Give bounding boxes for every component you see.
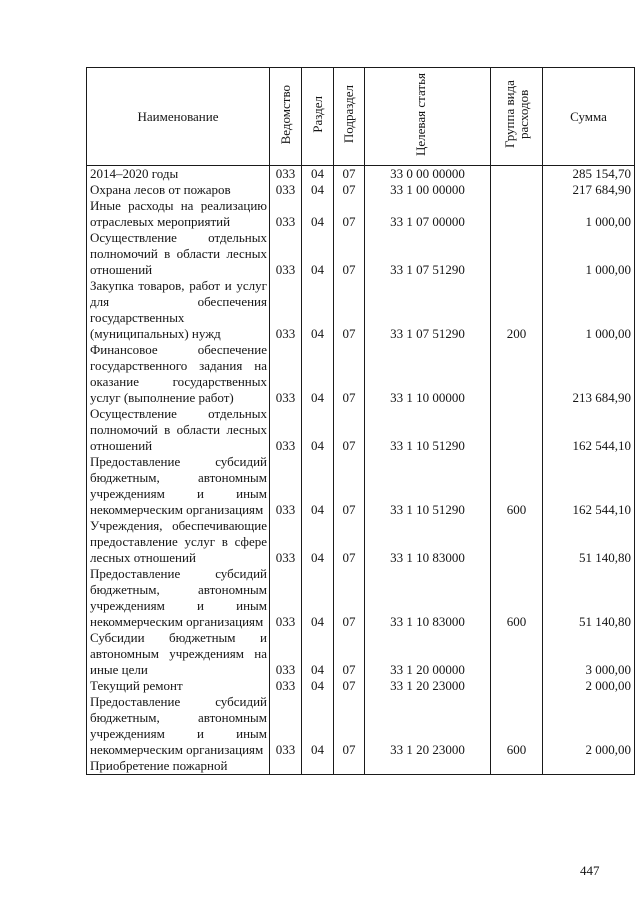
row-department: 033 (270, 454, 302, 518)
row-expense-group (491, 182, 543, 198)
row-target-article: 33 1 10 51290 (365, 454, 491, 518)
row-expense-group (491, 198, 543, 230)
row-expense-group (491, 342, 543, 406)
page-number: 447 (580, 863, 600, 878)
table-row (87, 518, 635, 566)
row-expense-group (491, 758, 543, 775)
row-name: Приобретение пожарной (87, 758, 270, 775)
table-body (87, 166, 635, 775)
row-subsection: 07 (334, 342, 365, 406)
table-row (87, 198, 635, 230)
row-department: 033 (270, 342, 302, 406)
row-name: Финансовое обеспечение государственного задания на оказание государственных услуг (выполнение работ) (87, 342, 270, 406)
row-amount: 3 000,00 (543, 630, 635, 678)
budget-table (86, 67, 635, 775)
row-subsection: 07 (334, 630, 365, 678)
row-amount: 2 000,00 (543, 694, 635, 758)
table-row (87, 678, 635, 694)
row-section: 04 (302, 694, 334, 758)
row-section: 04 (302, 278, 334, 342)
row-target-article: 33 0 00 00000 (365, 166, 491, 183)
row-name: Учреждения, обеспечивающие предоставление услуг в сфере лесных отношений (87, 518, 270, 566)
row-target-article: 33 1 20 23000 (365, 678, 491, 694)
row-section (302, 758, 334, 775)
row-department: 033 (270, 406, 302, 454)
table-row (87, 694, 635, 758)
row-section: 04 (302, 454, 334, 518)
row-amount: 162 544,10 (543, 454, 635, 518)
row-name: Предоставление субсидий бюджетным, автономным учреждениям и иным некоммерческим организациям (87, 454, 270, 518)
row-target-article: 33 1 10 51290 (365, 406, 491, 454)
row-subsection: 07 (334, 518, 365, 566)
row-name: Субсидии бюджетным и автономным учреждениям на иные цели (87, 630, 270, 678)
row-subsection: 07 (334, 694, 365, 758)
row-department: 033 (270, 694, 302, 758)
row-department: 033 (270, 278, 302, 342)
row-subsection: 07 (334, 406, 365, 454)
row-department: 033 (270, 182, 302, 198)
row-name: Закупка товаров, работ и услуг для обеспечения государственных (муниципальных) нужд (87, 278, 270, 342)
row-expense-group (491, 230, 543, 278)
row-expense-group (491, 518, 543, 566)
header-target-article: Целевая статья (365, 68, 491, 166)
row-subsection: 07 (334, 454, 365, 518)
row-target-article: 33 1 20 23000 (365, 694, 491, 758)
row-expense-group (491, 166, 543, 183)
row-target-article: 33 1 07 51290 (365, 278, 491, 342)
table-row (87, 454, 635, 518)
row-name: Охрана лесов от пожаров (87, 182, 270, 198)
row-subsection (334, 758, 365, 775)
row-amount: 285 154,70 (543, 166, 635, 183)
row-subsection: 07 (334, 198, 365, 230)
table-row (87, 166, 635, 183)
row-department: 033 (270, 630, 302, 678)
table-row (87, 182, 635, 198)
row-amount: 1 000,00 (543, 198, 635, 230)
row-amount: 51 140,80 (543, 566, 635, 630)
row-amount: 162 544,10 (543, 406, 635, 454)
row-amount: 217 684,90 (543, 182, 635, 198)
row-name: Осуществление отдельных полномочий в области лесных отношений (87, 406, 270, 454)
row-name: Текущий ремонт (87, 678, 270, 694)
row-section: 04 (302, 182, 334, 198)
table-row (87, 758, 635, 775)
row-department: 033 (270, 566, 302, 630)
header-department: Ведомство (270, 68, 302, 166)
row-department: 033 (270, 198, 302, 230)
header-amount: Сумма (543, 68, 635, 166)
row-department: 033 (270, 518, 302, 566)
table-row (87, 278, 635, 342)
table-header-row (87, 68, 635, 166)
row-subsection: 07 (334, 678, 365, 694)
row-target-article: 33 1 00 00000 (365, 182, 491, 198)
table-row (87, 342, 635, 406)
row-target-article: 33 1 10 00000 (365, 342, 491, 406)
table-row (87, 230, 635, 278)
row-target-article (365, 758, 491, 775)
row-section: 04 (302, 230, 334, 278)
row-amount: 2 000,00 (543, 678, 635, 694)
row-expense-group: 600 (491, 694, 543, 758)
row-department (270, 758, 302, 775)
row-subsection: 07 (334, 182, 365, 198)
row-department: 033 (270, 678, 302, 694)
row-target-article: 33 1 07 00000 (365, 198, 491, 230)
row-target-article: 33 1 10 83000 (365, 566, 491, 630)
row-name: Осуществление отдельных полномочий в области лесных отношений (87, 230, 270, 278)
row-target-article: 33 1 20 00000 (365, 630, 491, 678)
row-section: 04 (302, 678, 334, 694)
row-expense-group (491, 678, 543, 694)
row-expense-group: 600 (491, 454, 543, 518)
row-amount: 1 000,00 (543, 230, 635, 278)
row-section: 04 (302, 198, 334, 230)
table-row (87, 630, 635, 678)
row-expense-group (491, 630, 543, 678)
row-subsection: 07 (334, 278, 365, 342)
row-department: 033 (270, 166, 302, 183)
row-expense-group: 600 (491, 566, 543, 630)
row-amount: 213 684,90 (543, 342, 635, 406)
row-section: 04 (302, 566, 334, 630)
row-name: 2014–2020 годы (87, 166, 270, 183)
row-target-article: 33 1 10 83000 (365, 518, 491, 566)
table-row (87, 406, 635, 454)
header-name: Наименование (87, 68, 270, 166)
row-section: 04 (302, 406, 334, 454)
row-subsection: 07 (334, 230, 365, 278)
row-subsection: 07 (334, 566, 365, 630)
row-expense-group: 200 (491, 278, 543, 342)
row-target-article: 33 1 07 51290 (365, 230, 491, 278)
row-department: 033 (270, 230, 302, 278)
row-amount: 1 000,00 (543, 278, 635, 342)
row-section: 04 (302, 630, 334, 678)
table-row (87, 566, 635, 630)
row-section: 04 (302, 166, 334, 183)
row-section: 04 (302, 518, 334, 566)
row-subsection: 07 (334, 166, 365, 183)
row-name: Иные расходы на реализацию отраслевых мероприятий (87, 198, 270, 230)
row-name: Предоставление субсидий бюджетным, автономным учреждениям и иным некоммерческим организациям (87, 694, 270, 758)
row-expense-group (491, 406, 543, 454)
header-expense-group: Группа вида расходов (491, 68, 543, 166)
header-subsection: Подраздел (334, 68, 365, 166)
row-amount (543, 758, 635, 775)
header-section: Раздел (302, 68, 334, 166)
row-section: 04 (302, 342, 334, 406)
row-amount: 51 140,80 (543, 518, 635, 566)
row-name: Предоставление субсидий бюджетным, автономным учреждениям и иным некоммерческим организациям (87, 566, 270, 630)
